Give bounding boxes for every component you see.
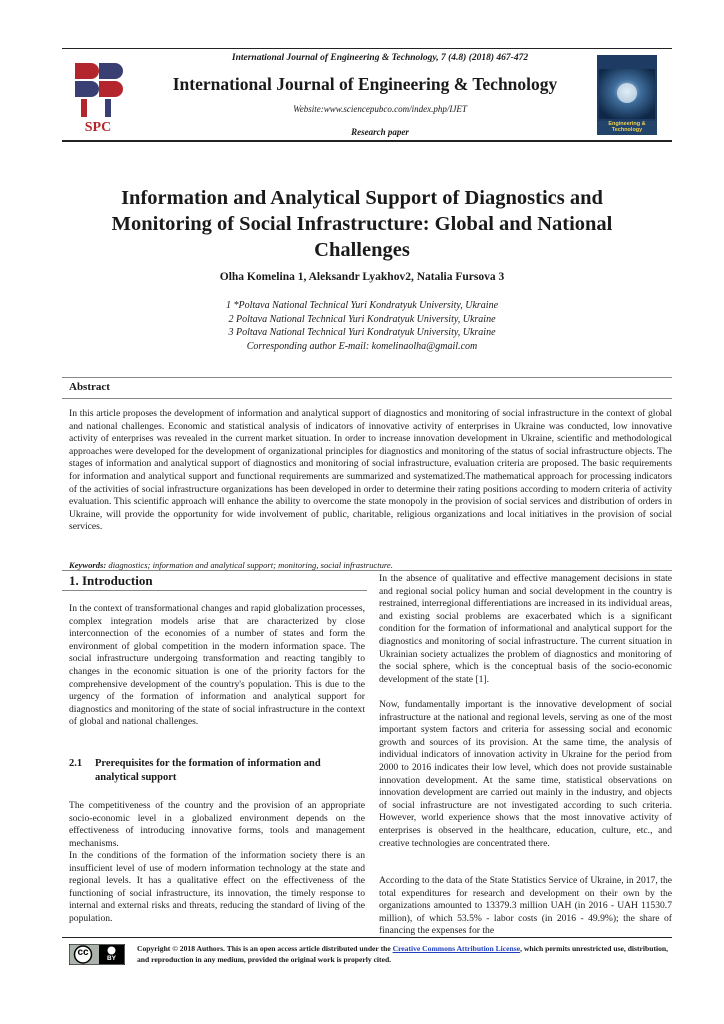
cc-by-badge[interactable] xyxy=(69,944,125,965)
corresponding-email: Corresponding author E-mail: komelinaolha@gmail.com xyxy=(246,340,478,352)
article-type: Research paper xyxy=(351,127,409,137)
keywords-line xyxy=(69,560,672,570)
keywords-rule xyxy=(62,570,672,571)
cc-badge-text: cc xyxy=(77,947,89,958)
abstract-text: In this article proposes the development of information and analytical support of diagnostics and monitoring of social infrastructure in the context of global and national challenges. Economic and statistical analysis of indicators of innovative activity of enterprises in Ukraine was conducted, low innovative activity of enterprises was revealed in the current market situation. In order to increase innovation development in Ukraine, scientific and methodological approaches were developed for the development of organizational principles for diagnostics and monitoring of the status of social infrastructure objects. The stages of information and analytical support of diagnostics and monitoring of social infrastructure, evaluation criteria are proposed. The basic requirements for information and analytical support and functional requirements are summarized and systematized.The mathematical approach for processing indicators of the activities of social infrastructure organizations has been developed in order to determine their rating positions according to modern criteria of activity evaluation. This scientific approach will enhance the ability to overcome the state monopoly in the provision of social services and distribution of orders in Ukraine, will provide the opportunity for wide involvement of public, charitable, religious organizations and local initiatives in the provision of social services. xyxy=(69,408,672,533)
affiliation-3: 3 Poltava National Technical Yuri Kondratyuk University, Ukraine xyxy=(228,327,496,338)
footer-rule xyxy=(62,937,672,938)
journal-citation: International Journal of Engineering & Technology, 7 (4.8) (2018) 467-472 xyxy=(231,53,529,63)
journal-cover-image xyxy=(597,55,657,135)
section-2-1-number: 2.1 xyxy=(69,758,83,769)
section-2-1-heading xyxy=(69,757,365,784)
publisher-logo xyxy=(69,57,127,137)
affiliations xyxy=(120,299,604,353)
right-paragraph-2: Now, fundamentally important is the innovative development of social infrastructure at the national and regional levels, serving as one of the most important system factors and criteria for assessing social and economic growth and sources of its provision. At the same time, the analysis of individual indicators of innovation activity in Ukraine for the period from 2000 to 2016 indicates their low level, which does not provide sustainable innovation development. At the same time, statistical observations on innovation development are carried out mainly in the industry, and objects of social infrastructure are not investigated according to such criteria. However, world experience shows that the most innovative activity of enterprises is observed in the healthcare, education, culture, etc., and creative technologies are concentrated there. xyxy=(379,699,672,849)
affiliation-2: 2 Poltava National Technical Yuri Kondratyuk University, Ukraine xyxy=(228,313,496,325)
section-2-1-title: Prerequisites for the formation of information and analytical support xyxy=(95,758,321,783)
header-top-rule xyxy=(62,48,672,49)
copyright-text-suffix: , which permits unrestricted use, distribution, and reproduction in any medium, provided the original work is properly cited. xyxy=(137,944,669,964)
paper-title: Information and Analytical Support of Diagnostics and Monitoring of Social Infrastructure: Global and National Challenges xyxy=(111,187,613,261)
header-bottom-rule xyxy=(62,140,672,142)
right-paragraph-1: In the absence of qualitative and effective management decisions in state and regional social policy human and social development in the country is restrained, interregional differentiations are increased in its individual areas, and existing social problems are exacerbated which is a significant condition for the formation of informational and analytical support for the diagnostics and monitoring of social infrastructure. The current situation in Ukrainian society actualizes the problem of diagnostics and monitoring of the social sphere, which is the conceptual basis of the socio-economic development of the state [1]. xyxy=(379,573,672,685)
abstract-top-rule xyxy=(62,377,672,378)
keywords-text: diagnostics; information and analytical support; monitoring, social infrastructure. xyxy=(108,560,393,570)
competitiveness-paragraph: The competitiveness of the country and the provision of an appropriate socio-economic level in a globalized environment depends on the effectiveness of introducing innovative forms, tools and management mechanisms. xyxy=(69,800,365,849)
abstract-heading: Abstract xyxy=(69,381,110,393)
journal-website[interactable]: Website:www.sciencepubco.com/index.php/IJET xyxy=(293,104,467,114)
abstract-heading-rule xyxy=(62,398,672,399)
keywords-label: Keywords: xyxy=(69,560,107,570)
copyright-text-prefix: Copyright © 2018 Authors. This is an open access article distributed under the xyxy=(137,944,393,953)
by-badge-text: BY xyxy=(106,955,117,962)
right-paragraph-3: According to the data of the State Statistics Service of Ukraine, in 2017, the total expenditures for research and development on their own by the organizations amounted to 13379.3 million UAH (in 2016 - UAH 11530.7 million), of which 53.5% - labor costs (in 2016 - 49.9%); the share of financing the expenses for the xyxy=(379,875,672,937)
section-1-rule xyxy=(62,590,367,591)
affiliation-1: 1 *Poltava National Technical Yuri Kondratyuk University, Ukraine xyxy=(225,300,499,311)
journal-name: International Journal of Engineering & Technology xyxy=(172,74,558,94)
author-list: Olha Komelina 1, Aleksandr Lyakhov2, Natalia Fursova 3 xyxy=(219,271,505,283)
cover-title: Engineering & Technology xyxy=(608,121,646,133)
information-society-paragraph: In the conditions of the formation of the information society there is an insufficient level of use of modern information technology at the state and regional levels. It has a qualitative effect on the effectiveness of the functioning of social infrastructure, its innovation, the timely response to internal and external risks and threats, reducing the standard of living of the population. xyxy=(69,850,365,924)
copyright-notice xyxy=(137,943,672,965)
spc-logo-text: SPC xyxy=(84,120,112,135)
license-link[interactable]: Creative Commons Attribution License xyxy=(392,944,521,953)
intro-paragraph: In the context of transformational changes and rapid globalization processes, complex integration models arise that are characterized by close interconnection of the economies of a number of states and form the environment of global competition in the modern information space. The social infrastructure undergoing transformation and reacting tangibly to changes in the economic situation is one of the priority factors for the comprehensive development of the country's population. This is due to the urgency of the formation of information and analytical support for diagnostics and monitoring of the state of social infrastructure in the context of global and national challenges. xyxy=(69,603,365,728)
section-1-heading: 1. Introduction xyxy=(69,573,153,588)
